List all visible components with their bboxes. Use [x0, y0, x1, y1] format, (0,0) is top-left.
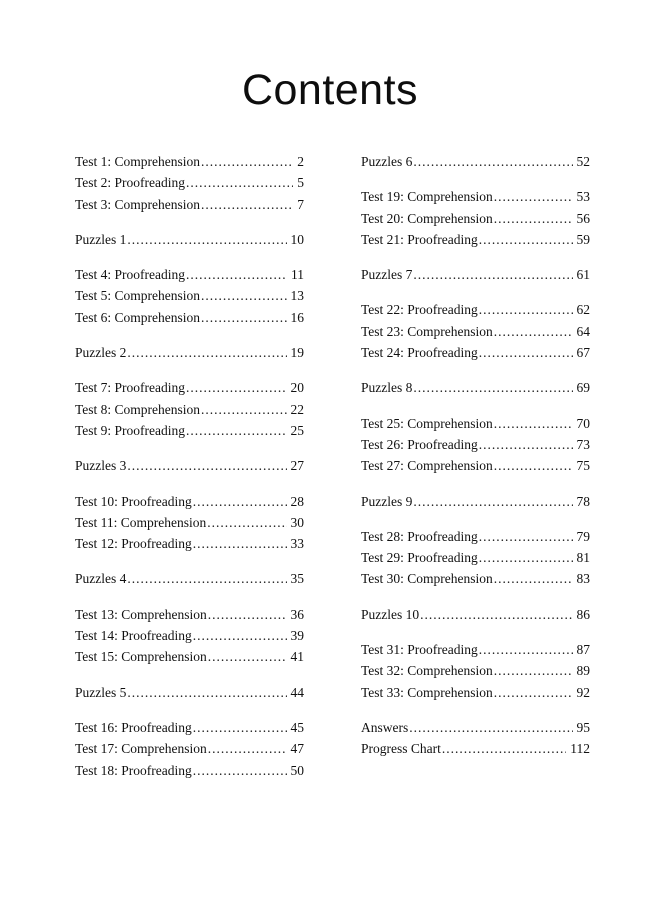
toc-entry-label: Test 24: Proofreading — [361, 345, 478, 361]
toc-entry — [75, 307, 304, 328]
toc-dot-leader — [192, 533, 287, 554]
toc-page-number: 89 — [576, 663, 590, 679]
toc-dot-leader — [200, 307, 286, 328]
toc-entry — [361, 738, 590, 759]
toc-page-number: 19 — [290, 345, 304, 361]
toc-entry — [361, 434, 590, 455]
toc-group — [361, 264, 590, 285]
page-title: Contents — [241, 66, 419, 114]
toc-page-number: 33 — [290, 536, 304, 552]
toc-group — [75, 455, 304, 476]
toc-entry-label: Answers — [361, 719, 409, 735]
toc-page-number: 28 — [290, 493, 304, 509]
toc-group — [361, 377, 590, 398]
toc-group — [75, 377, 304, 441]
toc-dot-leader — [192, 717, 287, 738]
toc-entry — [75, 682, 304, 703]
toc-entry — [75, 455, 304, 476]
toc-entry-label: Test 11: Comprehension — [75, 514, 207, 530]
toc-page-number: 83 — [576, 571, 590, 587]
toc-page-number: 62 — [576, 302, 590, 318]
toc-group — [75, 682, 304, 703]
toc-dot-leader — [200, 194, 293, 215]
toc-page-number: 44 — [290, 684, 304, 700]
toc-dot-leader — [493, 413, 573, 434]
toc-dot-leader — [207, 738, 287, 759]
toc-dot-leader — [412, 151, 572, 172]
toc-entry — [75, 377, 304, 398]
toc-page-number: 75 — [576, 458, 590, 474]
toc-entry — [75, 399, 304, 420]
toc-entry — [75, 646, 304, 667]
toc-dot-leader — [478, 342, 573, 363]
toc-page-number: 61 — [576, 267, 590, 283]
toc-dot-leader — [200, 151, 293, 172]
toc-entry-label: Puzzles 6 — [361, 154, 413, 169]
toc-entry-label: Test 19: Comprehension — [361, 189, 493, 205]
toc-dot-leader — [493, 186, 573, 207]
toc-group — [75, 568, 304, 589]
toc-dot-leader — [185, 172, 293, 193]
toc-entry — [361, 568, 590, 589]
toc-entry — [361, 186, 590, 207]
toc-entry — [361, 682, 590, 703]
toc-entry-label: Test 27: Comprehension — [361, 458, 493, 474]
toc-page-number: 69 — [576, 380, 590, 396]
toc-group — [361, 639, 590, 703]
toc-entry-label: Test 32: Comprehension — [361, 663, 493, 679]
toc-page-number: 27 — [290, 458, 304, 474]
toc-entry — [361, 604, 590, 625]
toc-entry — [361, 639, 590, 660]
toc-entry — [75, 342, 304, 363]
toc-entry-label: Test 10: Proofreading — [75, 493, 192, 509]
toc-dot-leader — [200, 399, 286, 420]
toc-dot-leader — [478, 434, 573, 455]
toc-dot-leader — [412, 264, 572, 285]
toc-group — [75, 229, 304, 250]
toc-entry-label: Test 18: Proofreading — [75, 762, 192, 778]
toc-page-number: 30 — [290, 514, 304, 530]
toc-entry — [75, 194, 304, 215]
toc-page-number: 16 — [290, 309, 304, 325]
toc-page-number: 70 — [576, 415, 590, 431]
toc-dot-leader — [126, 682, 286, 703]
toc-right-column — [361, 151, 590, 795]
toc-entry-label: Test 20: Comprehension — [361, 210, 493, 226]
toc-entry-label: Test 9: Proofreading — [75, 422, 186, 438]
toc-entry-label: Test 25: Comprehension — [361, 415, 493, 431]
toc-dot-leader — [126, 229, 286, 250]
toc-page-number: 11 — [291, 267, 304, 283]
toc-page-number: 36 — [290, 606, 304, 622]
toc-entry — [75, 151, 304, 172]
toc-dot-leader — [185, 264, 287, 285]
toc-entry — [361, 413, 590, 434]
toc-dot-leader — [493, 455, 573, 476]
toc-entry-label: Test 13: Comprehension — [75, 606, 207, 622]
toc-dot-leader — [478, 639, 573, 660]
toc-page-number: 67 — [576, 345, 590, 361]
toc-entry — [75, 604, 304, 625]
toc-page-number: 45 — [290, 719, 304, 735]
toc-entry — [361, 229, 590, 250]
toc-left-column — [75, 151, 304, 795]
toc-group — [361, 151, 590, 172]
toc-group — [361, 299, 590, 363]
toc-entry — [361, 208, 590, 229]
toc-dot-leader — [493, 660, 573, 681]
toc-entry — [75, 420, 304, 441]
toc-dot-leader — [192, 625, 287, 646]
toc-entry-label: Puzzles 3 — [75, 458, 127, 474]
toc-entry — [361, 455, 590, 476]
toc-entry — [75, 568, 304, 589]
toc-entry-label: Test 31: Proofreading — [361, 642, 478, 658]
toc-entry-label: Puzzles 4 — [75, 571, 127, 587]
toc-group — [361, 413, 590, 477]
toc-entry — [75, 760, 304, 781]
toc-dot-leader — [478, 299, 573, 320]
toc-dot-leader — [206, 512, 286, 533]
toc-entry-label: Puzzles 2 — [75, 345, 127, 361]
toc-dot-leader — [412, 377, 572, 398]
toc-entry-label: Test 28: Proofreading — [361, 528, 478, 544]
toc-entry-label: Test 4: Proofreading — [75, 267, 186, 283]
toc-page-number: 56 — [576, 210, 590, 226]
toc-group — [75, 604, 304, 668]
toc-entry-label: Test 2: Proofreading — [75, 175, 186, 191]
toc-entry — [361, 299, 590, 320]
toc-group — [361, 491, 590, 512]
toc-entry — [75, 172, 304, 193]
toc-entry — [361, 491, 590, 512]
toc-entry-label: Test 16: Proofreading — [75, 719, 192, 735]
toc-entry-label: Test 7: Proofreading — [75, 380, 186, 396]
toc-entry-label: Test 15: Comprehension — [75, 649, 207, 665]
toc-group — [75, 264, 304, 328]
toc-page-number: 5 — [297, 175, 304, 191]
toc-entry — [361, 547, 590, 568]
toc-entry-label: Test 3: Comprehension — [75, 196, 201, 212]
toc-group — [361, 526, 590, 590]
toc-entry — [361, 526, 590, 547]
toc-group — [75, 342, 304, 363]
toc-page-number: 7 — [297, 196, 304, 212]
toc-entry-label: Test 33: Comprehension — [361, 684, 493, 700]
toc-entry — [75, 738, 304, 759]
toc-entry — [361, 717, 590, 738]
toc-entry — [75, 285, 304, 306]
toc-entry — [361, 151, 590, 172]
toc-dot-leader — [493, 321, 573, 342]
toc-entry-label: Test 21: Proofreading — [361, 231, 478, 247]
toc-dot-leader — [419, 604, 572, 625]
toc-entry — [361, 660, 590, 681]
toc-dot-leader — [493, 682, 573, 703]
toc-dot-leader — [185, 377, 286, 398]
toc-dot-leader — [493, 208, 573, 229]
toc-entry-label: Puzzles 10 — [361, 606, 420, 622]
toc-entry-label: Test 14: Proofreading — [75, 628, 192, 644]
toc-page-number: 22 — [290, 401, 304, 417]
toc-page-number: 47 — [290, 741, 304, 757]
toc-dot-leader — [207, 604, 287, 625]
toc-entry — [361, 264, 590, 285]
toc-dot-leader — [126, 568, 286, 589]
toc-entry-label: Progress Chart — [361, 741, 441, 757]
toc-dot-leader — [493, 568, 573, 589]
toc-dot-leader — [412, 491, 572, 512]
toc-page-number: 52 — [576, 154, 590, 169]
toc-entry — [75, 512, 304, 533]
toc-group — [75, 491, 304, 555]
toc-entry-label: Test 17: Comprehension — [75, 741, 207, 757]
toc-page-number: 64 — [576, 323, 590, 339]
toc-page-number: 86 — [576, 606, 590, 622]
toc-group — [361, 717, 590, 760]
toc-entry-label: Test 8: Comprehension — [75, 401, 201, 417]
toc-entry-label: Test 6: Comprehension — [75, 309, 201, 325]
toc-page-number: 87 — [576, 642, 590, 658]
toc-group — [361, 186, 590, 250]
toc-entry — [75, 491, 304, 512]
toc-dot-leader — [185, 420, 286, 441]
toc-entry — [361, 377, 590, 398]
toc-entry-label: Test 22: Proofreading — [361, 302, 478, 318]
toc-entry-label: Test 5: Comprehension — [75, 288, 201, 304]
toc-entry-label: Test 23: Comprehension — [361, 323, 493, 339]
toc-dot-leader — [200, 285, 286, 306]
toc-entry — [75, 717, 304, 738]
toc-group — [361, 604, 590, 625]
toc-entry — [361, 321, 590, 342]
toc-page-number: 59 — [576, 231, 590, 247]
toc-page-number: 13 — [290, 288, 304, 304]
toc-entry — [361, 342, 590, 363]
toc-group — [75, 717, 304, 781]
toc-page-number: 20 — [290, 380, 304, 396]
toc-page-number: 39 — [290, 628, 304, 644]
toc-entry-label: Test 1: Comprehension — [75, 154, 201, 169]
toc-page-number: 53 — [576, 189, 590, 205]
toc-dot-leader — [441, 738, 566, 759]
toc-entry — [75, 229, 304, 250]
toc-group — [75, 151, 304, 215]
toc-dot-leader — [192, 760, 287, 781]
toc-dot-leader — [207, 646, 287, 667]
toc-dot-leader — [126, 342, 286, 363]
toc-columns — [0, 151, 660, 795]
toc-page-number: 25 — [290, 422, 304, 438]
toc-dot-leader — [478, 547, 573, 568]
toc-page-number: 50 — [290, 762, 304, 778]
toc-entry — [75, 264, 304, 285]
toc-page-number: 35 — [290, 571, 304, 587]
toc-page-number: 73 — [576, 436, 590, 452]
toc-page-number: 92 — [576, 684, 590, 700]
toc-entry-label: Puzzles 1 — [75, 231, 127, 247]
toc-entry-label: Puzzles 7 — [361, 267, 413, 283]
toc-entry-label: Puzzles 5 — [75, 684, 127, 700]
toc-page-number: 95 — [576, 719, 590, 735]
toc-dot-leader — [126, 455, 286, 476]
toc-page-number: 112 — [570, 741, 590, 757]
toc-dot-leader — [478, 526, 573, 547]
toc-page-number: 79 — [576, 528, 590, 544]
toc-entry-label: Test 12: Proofreading — [75, 536, 192, 552]
toc-dot-leader — [192, 491, 287, 512]
toc-entry-label: Test 30: Comprehension — [361, 571, 493, 587]
toc-dot-leader — [408, 717, 572, 738]
toc-page-number: 10 — [290, 231, 304, 247]
toc-dot-leader — [478, 229, 573, 250]
toc-page-number: 41 — [290, 649, 304, 665]
toc-entry-label: Test 29: Proofreading — [361, 550, 478, 566]
toc-page-number: 81 — [576, 550, 590, 566]
toc-entry — [75, 533, 304, 554]
toc-entry-label: Puzzles 9 — [361, 493, 413, 509]
toc-page-number: 2 — [297, 154, 304, 169]
toc-entry — [75, 625, 304, 646]
toc-entry-label: Test 26: Proofreading — [361, 436, 478, 452]
toc-page-number: 78 — [576, 493, 590, 509]
toc-entry-label: Puzzles 8 — [361, 380, 413, 396]
